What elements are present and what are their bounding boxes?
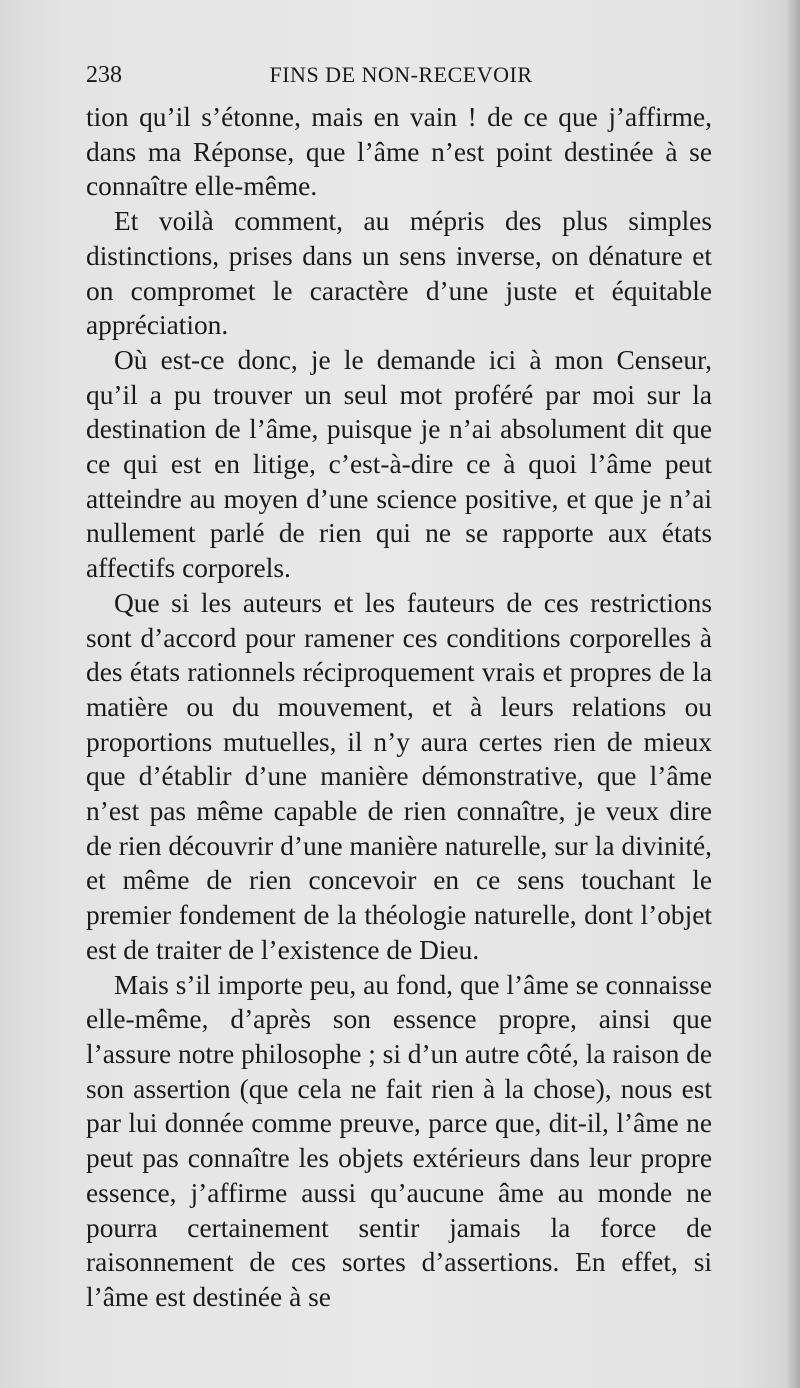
page-header (86, 62, 716, 96)
running-title: FINS DE NON-RECEVOIR (269, 62, 533, 87)
body-text (86, 100, 712, 1315)
paragraph: Et voilà comment, au mépris des plus simples distinctions, prises dans un sens inverse, on dénature et on compromet le caractère d’une juste et équitable appréciation. (86, 206, 712, 341)
paragraph-continuation: tion qu’il s’étonne, mais en vain ! de ce que j’affirme, dans ma Réponse, que l’âme n’est point destinée à se connaître elle-même. (86, 102, 712, 202)
paragraph: Mais s’il importe peu, au fond, que l’âme se connaisse elle-même, d’après son essence propre, ainsi que l’assure notre philosophe ; si d’un autre côté, la raison de son assertion (que cela ne fait rien à la chose), nous est par lui donnée comme preuve, parce que, dit-il, l’âme ne peut pas connaître les objets extérieurs dans leur propre essence, j’affirme aussi qu’aucune âme au monde ne pourra certainement sentir jamais la force de raisonnement de ces sortes d’assertions. En effet, si l’âme est destinée à se (86, 969, 712, 1312)
page-gutter-shadow (786, 0, 800, 1388)
page-number: 238 (86, 62, 122, 88)
paragraph: Où est-ce donc, je le demande ici à mon Censeur, qu’il a pu trouver un seul mot proféré par moi sur la destination de l’âme, puisque je n’ai absolument dit que ce qui est en litige, c’est-à-dire ce à quoi l’âme peut atteindre au moyen d’une science positive, et que je n’ai nullement parlé de rien qui ne se rapporte aux états affectifs corporels. (86, 344, 712, 584)
paragraph: Que si les auteurs et les fauteurs de ces restrictions sont d’accord pour ramener ces conditions corporelles à des états rationnels réciproquement vrais et propres de la matière ou du mouvement, et à leurs relations ou proportions mutuelles, il n’y aura certes rien de mieux que d’établir d’une manière démonstrative, que l’âme n’est pas même capable de rien connaître, je veux dire de rien découvrir d’une manière naturelle, sur la divinité, et même de rien concevoir en ce sens touchant le premier fondement de la théologie naturelle, dont l’objet est de traiter de l’existence de Dieu. (86, 587, 712, 965)
